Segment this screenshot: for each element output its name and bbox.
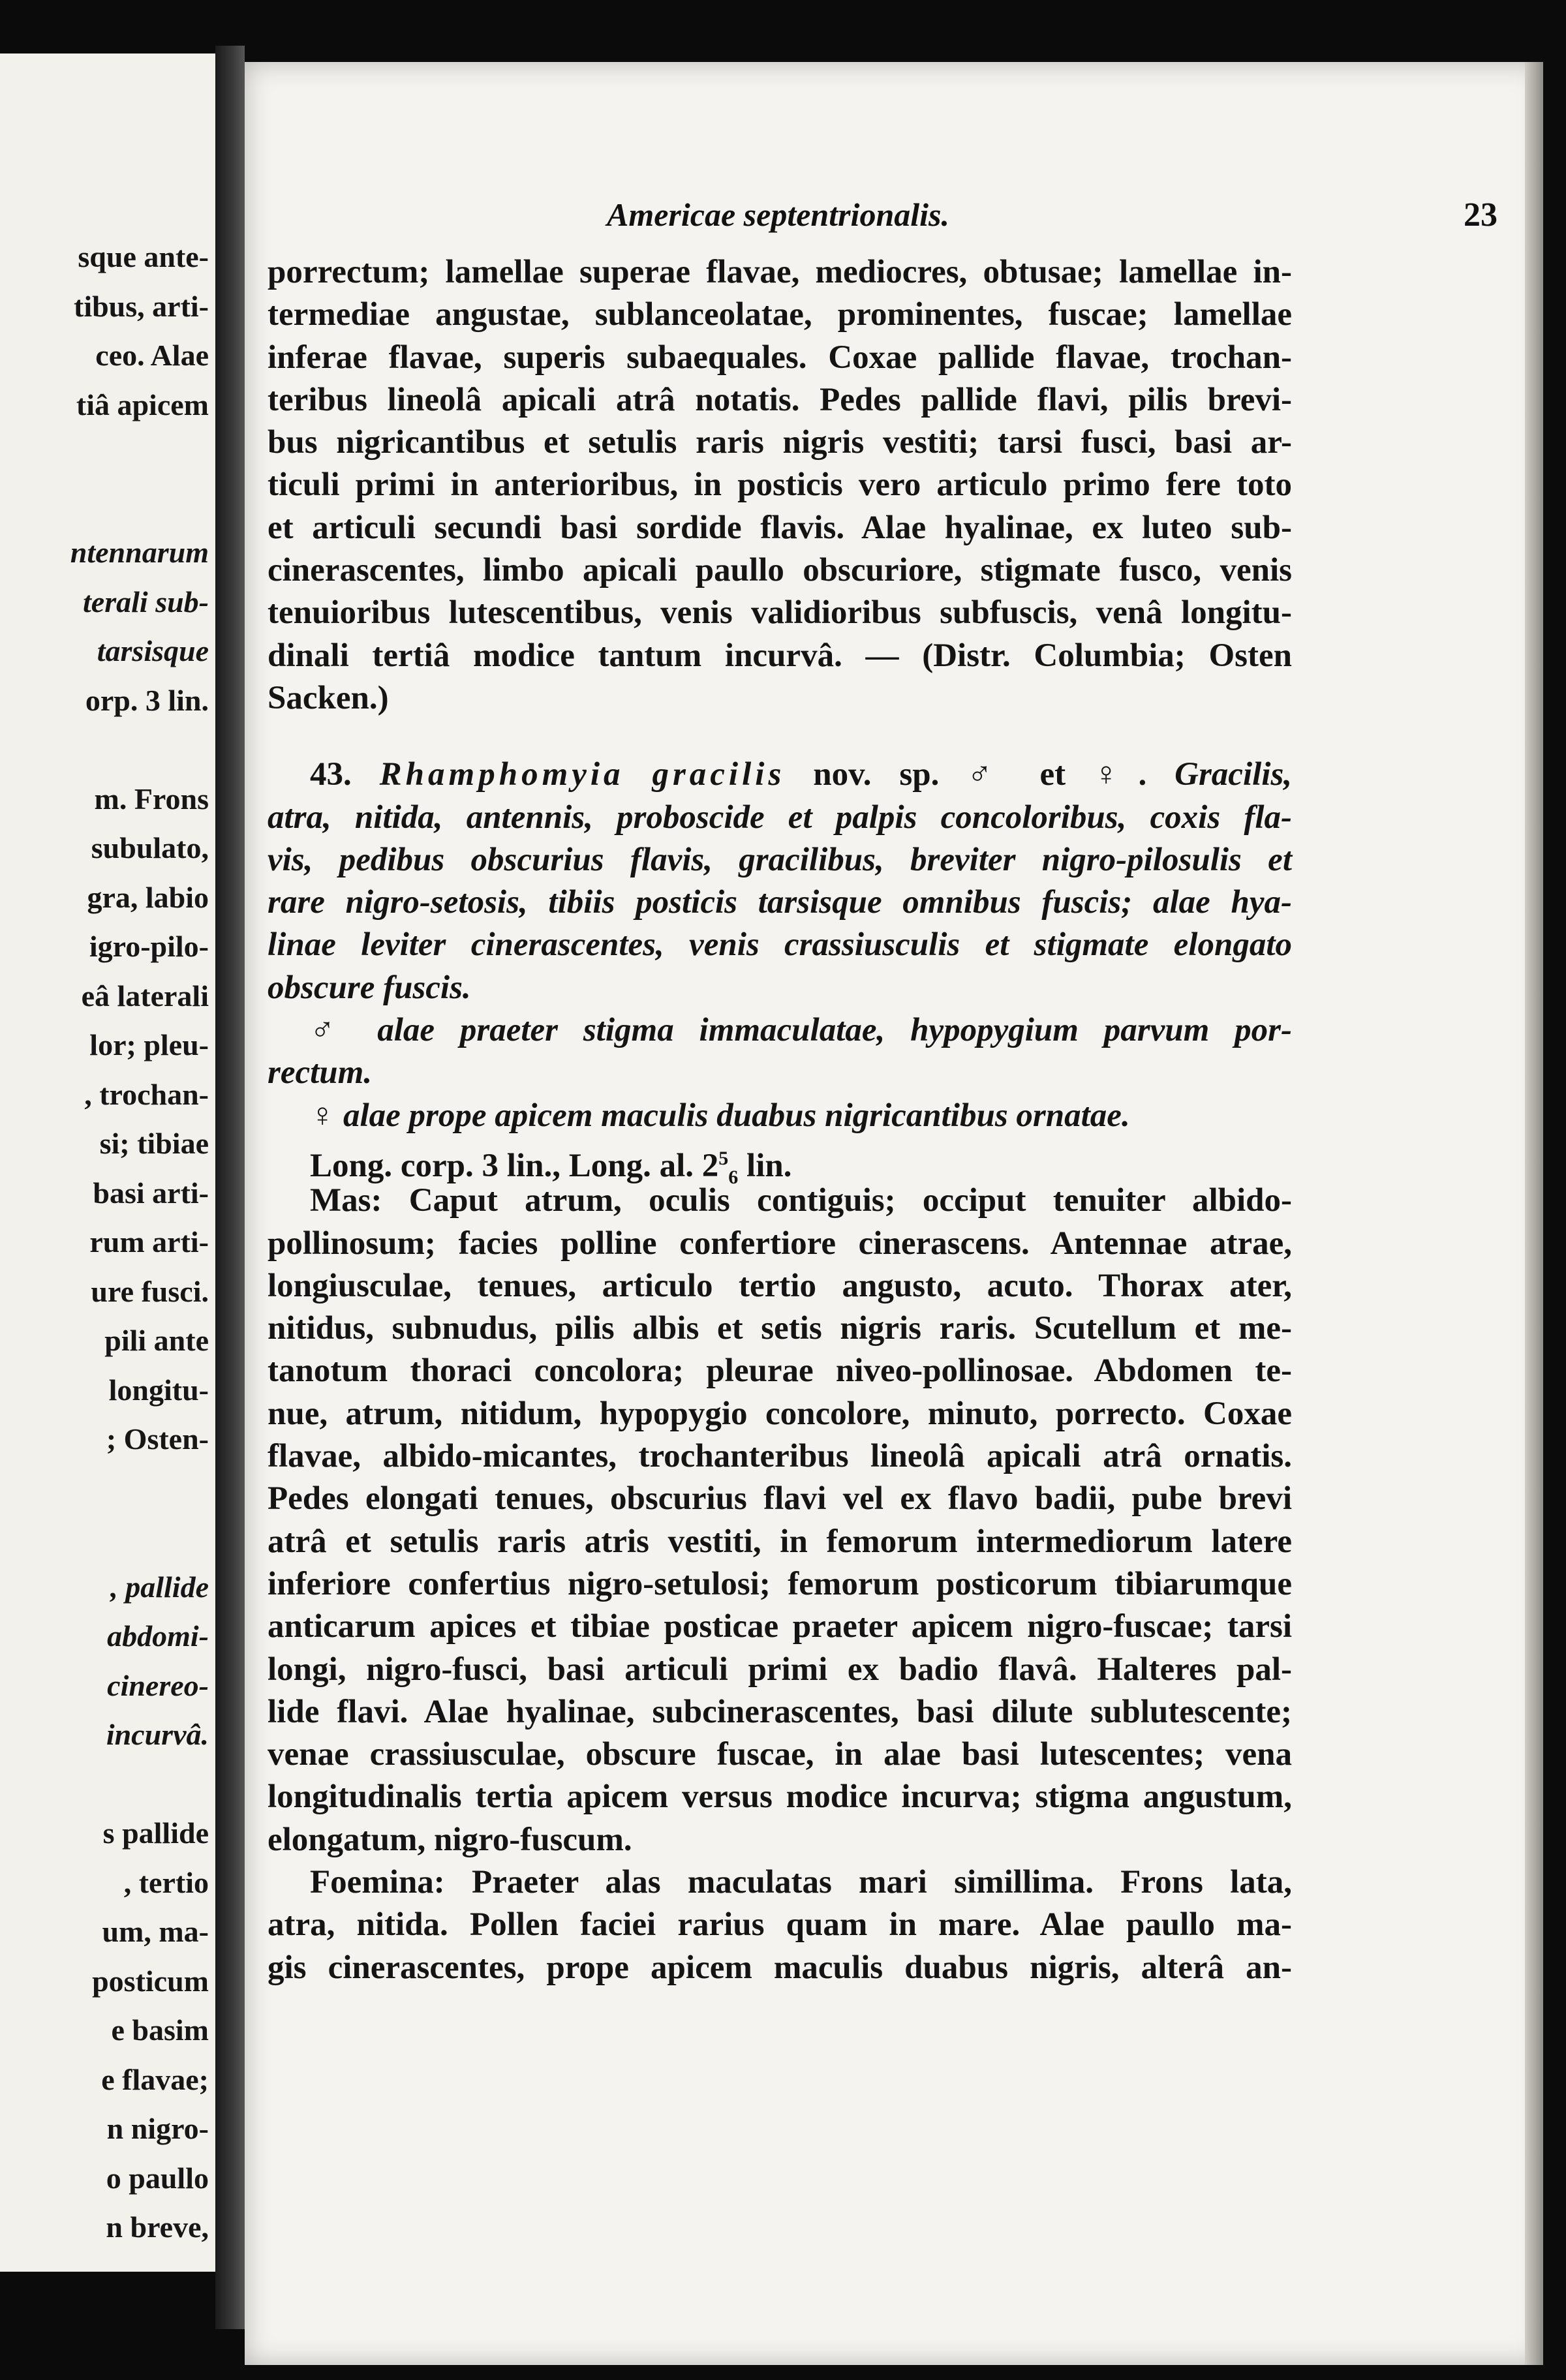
text-line: atra, nitida. Pollen faciei rarius quam in mare. Alae paullo ma-	[268, 1906, 1292, 1944]
facing-page-line: igro-pilo-	[89, 930, 209, 963]
text-line: nitidus, subnudus, pilis albis et setis nigris raris. Scutellum et me-	[268, 1310, 1292, 1347]
facing-page-line: n breve,	[106, 2210, 209, 2244]
facing-page-line: , tertio	[123, 1865, 209, 1899]
facing-page-line: tarsisque	[97, 634, 209, 667]
facing-page-line: s pallide	[102, 1816, 209, 1850]
facing-page-line: pili ante	[104, 1324, 209, 1357]
text-line: inferae flavae, superis subaequales. Coxae pallide flavae, trochan-	[268, 339, 1292, 376]
text-line: nue, atrum, nitidum, hypopygio concolore, minuto, porrecto. Coxae	[268, 1395, 1292, 1432]
facing-page-line: orp. 3 lin.	[85, 683, 209, 717]
female-note: ♀ alae prope apicem maculis duabus nigricantibus ornatae.	[310, 1097, 1130, 1134]
text-line: gis cinerascentes, prope apicem maculis duabus nigris, alterâ an-	[268, 1949, 1292, 1986]
facing-page-line: si; tibiae	[99, 1127, 209, 1160]
diagnosis-line: vis, pedibus obscurius flavis, gracilibus, breviter nigro-pilosulis et	[268, 841, 1292, 878]
facing-page-line: m. Frons	[94, 782, 209, 816]
text-line: longiusculae, tenues, articulo tertio angusto, acuto. Thorax ater,	[268, 1267, 1292, 1304]
facing-page-line: basi arti-	[93, 1176, 209, 1210]
facing-page-line: um, ma-	[102, 1915, 209, 1948]
facing-page-line: ure fusci.	[91, 1274, 209, 1308]
facing-page-line: terali sub-	[83, 585, 209, 618]
facing-page-line: o paullo	[106, 2161, 209, 2195]
facing-page-line: gra, labio	[87, 880, 209, 914]
diagnosis-start: Gracilis,	[1174, 756, 1293, 793]
facing-page-line: posticum	[92, 1964, 209, 1998]
text-line: anticarum apices et tibiae posticae praeter apicem nigro-fuscae; tarsi	[268, 1608, 1292, 1645]
text-line: inferiore confertius nigro-setulosi; femorum posticorum tibiarumque	[268, 1565, 1292, 1602]
diagnosis-line: linae leviter cinerascentes, venis crassiusculis et stigmate elongato	[268, 926, 1292, 964]
text-line: venae crassiusculae, obscure fuscae, in alae basi lutescentes; vena	[268, 1736, 1292, 1773]
text-line: Pedes elongati tenues, obscurius flavi vel ex flavo badii, pube brevi	[268, 1480, 1292, 1518]
text-line: tanotum thoraci concolora; pleurae niveo-pollinosae. Abdomen te-	[268, 1352, 1292, 1390]
species-status: nov. sp. ♂ et ♀.	[813, 756, 1147, 793]
text-line: teribus lineolâ apicali atrâ notatis. Pedes pallide flavi, pilis brevi-	[268, 381, 1292, 418]
text-line: et articuli secundi basi sordide flavis. Alae hyalinae, ex luteo sub-	[268, 509, 1292, 546]
page-body	[268, 251, 1292, 1989]
page-number: 23	[1464, 196, 1497, 234]
text-line: dinali tertiâ modice tantum incurvâ. — (Distr. Columbia; Osten	[268, 637, 1292, 674]
facing-page-fragment	[0, 53, 215, 2272]
diagnosis-line: rare nigro-setosis, tibiis posticis tarsisque omnibus fuscis; alae hya-	[268, 884, 1292, 921]
text-line: Sacken.)	[268, 679, 389, 716]
facing-page-line: tiâ apicem	[76, 388, 209, 421]
facing-page-line: incurvâ.	[106, 1718, 209, 1751]
text-line: longi, nigro-fusci, basi articuli primi ex badio flavâ. Halteres pal-	[268, 1651, 1292, 1688]
text-line: porrectum; lamellae superae flavae, mediocres, obtusae; lamellae in-	[268, 254, 1292, 290]
species-entry	[268, 754, 1293, 1189]
facing-page-line: ceo. Alae	[95, 339, 209, 372]
text-line: elongatum, nigro-fuscum.	[268, 1821, 632, 1858]
diagnosis-line: obscure fuscis.	[268, 969, 471, 1006]
text-line: tenuioribus lutescentibus, venis validioribus subfuscis, venâ longitu-	[268, 594, 1292, 632]
facing-page-line: abdomi-	[107, 1619, 209, 1653]
text-line: Mas: Caput atrum, oculis contiguis; occiput tenuiter albido-	[310, 1182, 1292, 1219]
facing-page-line: eâ laterali	[81, 979, 209, 1013]
facing-page-line: n nigro-	[106, 2112, 209, 2145]
facing-page-line: e basim	[111, 2013, 209, 2047]
male-note: ♂ alae praeter stigma immaculatae, hypopygium parvum por-	[310, 1012, 1292, 1049]
measurements: Long. corp. 3 lin., Long. al. $2^5_6$ lin.	[310, 1147, 792, 1189]
facing-page-line: subulato,	[91, 831, 209, 864]
text-line: cinerascentes, limbo apicali paullo obscuriore, stigmate fusco, venis	[268, 552, 1292, 589]
species-epithet: gracilis	[652, 756, 786, 793]
running-header: Americae septentrionalis.	[607, 196, 949, 233]
species-heading	[268, 754, 1292, 796]
text-line: bus nigricantibus et setulis raris nigris vestiti; tarsi fusci, basi ar-	[268, 424, 1292, 461]
paragraph-continuation	[268, 251, 1292, 720]
text-line: atrâ et setulis raris atris vestiti, in femorum intermediorum latere	[268, 1523, 1292, 1560]
facing-page-line: longitu-	[108, 1373, 209, 1407]
facing-page-line: rum arti-	[89, 1225, 209, 1259]
text-line: termediae angustae, sublanceolatae, prominentes, fuscae; lamellae	[268, 296, 1292, 333]
mas-description	[268, 1180, 1292, 1861]
text-line: lide flavi. Alae hyalinae, subcinerascentes, basi dilute sublutescente;	[268, 1693, 1292, 1730]
text-line: ticuli primi in anterioribus, in posticis vero articulo primo fere toto	[268, 466, 1292, 504]
facing-page-line: ; Osten-	[106, 1422, 209, 1456]
text-line: longitudinalis tertia apicem versus modice incurva; stigma angustum,	[268, 1778, 1292, 1816]
species-number: 43.	[310, 756, 352, 793]
book-page	[245, 62, 1543, 2365]
text-line: pollinosum; facies polline confertiore cinerascens. Antennae atrae,	[268, 1225, 1292, 1262]
facing-page-line: tibus, arti-	[74, 289, 209, 323]
facing-page-line: ntennarum	[70, 536, 209, 569]
facing-page-line: cinereo-	[107, 1668, 209, 1702]
foemina-description	[268, 1861, 1292, 1989]
book-gutter	[215, 46, 245, 2329]
text-line: flavae, albido-micantes, trochanteribus lineolâ apicali atrâ ornatis.	[268, 1438, 1292, 1475]
male-note: rectum.	[268, 1054, 373, 1091]
facing-page-line: , trochan-	[84, 1077, 209, 1111]
text-line: Foemina: Praeter alas maculatas mari simillima. Frons lata,	[310, 1863, 1292, 1900]
facing-page-line: , pallide	[110, 1570, 209, 1604]
diagnosis-line: atra, nitida, antennis, proboscide et palpis concoloribus, coxis fla-	[268, 799, 1292, 836]
facing-page-line: sque ante-	[78, 240, 209, 273]
page-edge	[1525, 62, 1543, 2365]
facing-page-line: lor; pleu-	[89, 1028, 209, 1061]
facing-page-line: e flavae;	[101, 2062, 209, 2096]
species-genus: Rhamphomyia	[379, 756, 624, 793]
